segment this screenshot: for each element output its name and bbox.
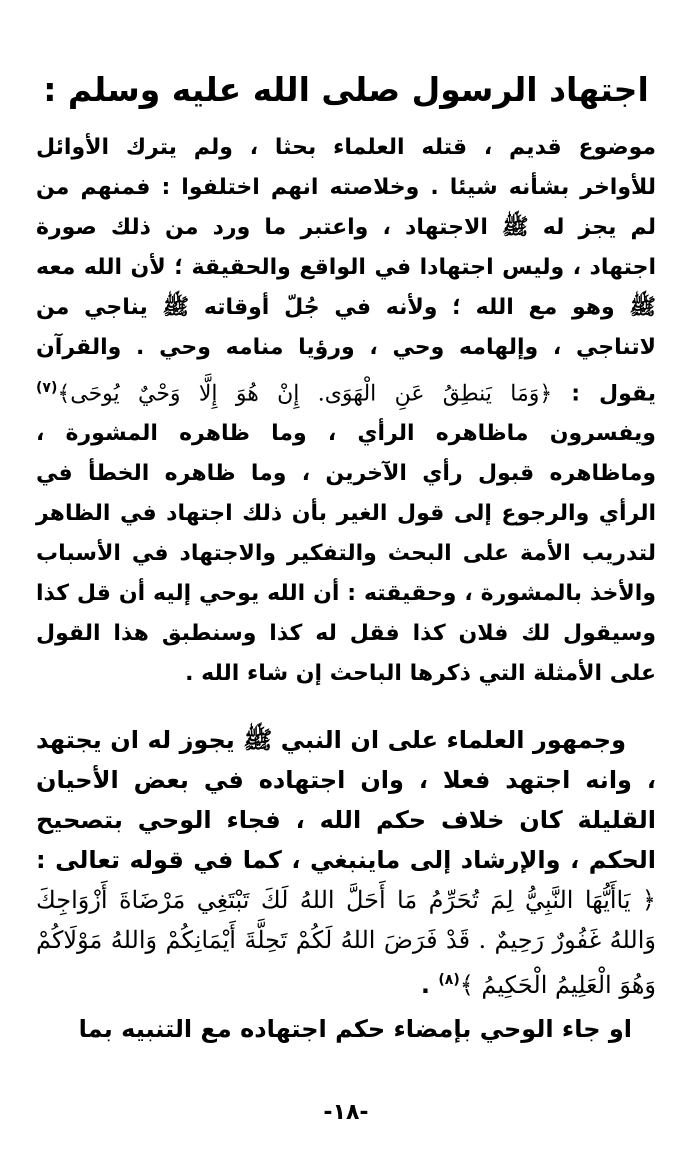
footnote-ref-8: (٨) [438, 972, 460, 989]
paragraph-2-text-b: . [420, 971, 439, 1000]
paragraph-1-text-a: موضوع قديم ، قتله العلماء بحثا ، ولم يترك الأوائل للأواخر بشأنه شيئا . وخلاصته انهم اختلفوا : فمنهم من لم يجز له ﷺ الاجتهاد ، واعتبر ما ورد من ذلك صورة اجتهاد ، وليس اجتهادا في الواقع والحقيقة ؛ لأن الله معه ﷺ وهو مع الله ؛ ولأنه في جُلّ أوقاته ﷺ يناجي من لاتناجي ، وإلهامه وحي ، ورؤيا منامه وحي . والقرآن يقول : [36, 135, 656, 407]
quran-verse-2: ﴿ يَاأَيُّهَا النَّبِيُّ لِمَ تُحَرِّمُ مَا أَحَلَّ اللهُ لَكَ تَبْتَغِي مَرْضَاةَ أَزْوَاجِكَ وَاللهُ غَفُورٌ رَحِيمٌ . قَدْ فَرَضَ اللهُ لَكُمْ تَحِلَّةَ أَيْمَانِكُمْ وَاللهُ مَوْلَاكُمْ وَهُوَ الْعَلِيمُ الْحَكِيمُ ﴾ [36, 886, 656, 1000]
quran-verse-1: ﴿وَمَا يَنطِقُ عَنِ الْهَوَى. إِنْ هُوَ إِلَّا وَحْيٌ يُوحَى﴾ [57, 381, 553, 407]
page-number: -١٨- [323, 1100, 369, 1125]
paragraph-1 [36, 128, 656, 694]
paragraph-3: او جاء الوحي بإمضاء حكم اجتهاده مع التنبيه بما [78, 1015, 632, 1044]
paragraph-1-text-b: ويفسرون ماظاهره الرأي ، وما ظاهره المشورة ، وماظاهره قبول رأي الآخرين ، وما ظاهره الخطأ في الرأي والرجوع إلى قول الغير بأن ذلك اجتهاد في الظاهر لتدريب الأمة على البحث والتفكير والاجتهاد في الأسباب والأخذ بالمشورة ، وحقيقته : أن الله يوحي إليه أن قل كذا وسيقول لك فلان كذا فقل له كذا وسنطبق هذا القول على الأمثلة التي ذكرها الباحث إن شاء الله . [36, 421, 656, 687]
paragraph-2 [36, 720, 656, 1005]
section-heading: اجتهاد الرسول صلى الله عليه وسلم : [43, 70, 649, 109]
footnote-ref-7: (٧) [36, 380, 58, 396]
paragraph-2-text-a: وجمهور العلماء على ان النبي ﷺ يجوز له ان يجتهد ، وانه اجتهد فعلا ، وان اجتهاده في بعض الأحيان القليلة كان خلاف حكم الله ، فجاء الوحي بتصحيح الحكم ، والإرشاد إلى ماينبغي ، كما في قوله تعالى : [36, 726, 656, 875]
